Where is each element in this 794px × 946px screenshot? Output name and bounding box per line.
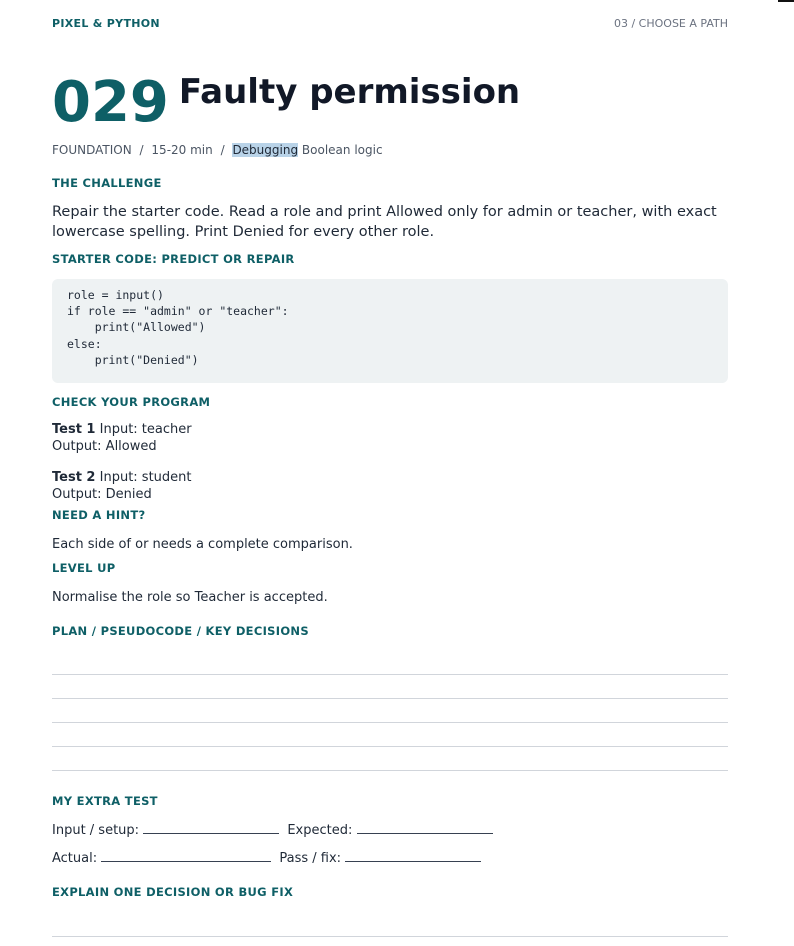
actual-label: Actual: (52, 851, 98, 866)
level-up-text: Normalise the role so Teacher is accepted. (52, 590, 328, 605)
challenge-heading: THE CHALLENGE (52, 176, 162, 190)
pass-fix-label: Pass / fix: (279, 851, 342, 866)
level-label: FOUNDATION (52, 143, 132, 157)
writing-line (52, 722, 728, 723)
writing-line (52, 746, 728, 747)
level-up-heading: LEVEL UP (52, 561, 116, 575)
pass-fix-blank[interactable] (345, 849, 481, 862)
starter-code-block (52, 279, 728, 383)
expected-label: Expected: (287, 823, 353, 838)
hint-heading: NEED A HINT? (52, 508, 146, 522)
writing-line (52, 770, 728, 771)
top-bar (52, 17, 728, 33)
writing-line (52, 936, 728, 937)
check-heading: CHECK YOUR PROGRAM (52, 395, 211, 409)
challenge-text: Repair the starter code. Read a role and print Allowed only for admin or teacher, with exact lowercase spelling. Print Denied for every other role. (52, 204, 717, 240)
exercise-number: 029 (52, 70, 169, 135)
duration-label: 15-20 min (151, 143, 213, 157)
extra-test-row (52, 821, 493, 838)
test-label: Test 1 (52, 422, 96, 437)
extra-test-row (52, 849, 481, 866)
input-setup-label: Input / setup: (52, 823, 140, 838)
expected-blank[interactable] (357, 821, 493, 834)
test-output: Output: Allowed (52, 439, 157, 454)
hint-text: Each side of or needs a complete comparison. (52, 537, 353, 552)
topic-label: Boolean logic (301, 143, 383, 157)
brand-label: PIXEL & PYTHON (52, 17, 160, 30)
starter-code: role = input() if role == "admin" or "teacher": print("Allowed") else: print("Denied") (67, 288, 289, 367)
test-case (52, 421, 192, 455)
test-input: Input: student (99, 470, 192, 485)
page-title (52, 70, 520, 140)
actual-blank[interactable] (101, 849, 271, 862)
starter-code-heading: STARTER CODE: PREDICT OR REPAIR (52, 252, 295, 266)
input-setup-blank[interactable] (143, 821, 279, 834)
meta-separator: / (139, 143, 144, 157)
corner-mark (778, 0, 794, 2)
exercise-title: Faulty permission (178, 72, 521, 112)
writing-line (52, 674, 728, 675)
section-breadcrumb: 03 / CHOOSE A PATH (613, 17, 728, 30)
meta-separator: / (220, 143, 225, 157)
test-output: Output: Denied (52, 487, 152, 502)
extra-test-heading: MY EXTRA TEST (52, 794, 158, 808)
test-case (52, 469, 192, 503)
test-input: Input: teacher (99, 422, 192, 437)
topic-highlight: Debugging (232, 143, 299, 157)
test-label: Test 2 (52, 470, 96, 485)
plan-heading: PLAN / PSEUDOCODE / KEY DECISIONS (52, 624, 309, 638)
meta-line (52, 143, 383, 157)
explain-heading: EXPLAIN ONE DECISION OR BUG FIX (52, 885, 294, 899)
writing-line (52, 698, 728, 699)
